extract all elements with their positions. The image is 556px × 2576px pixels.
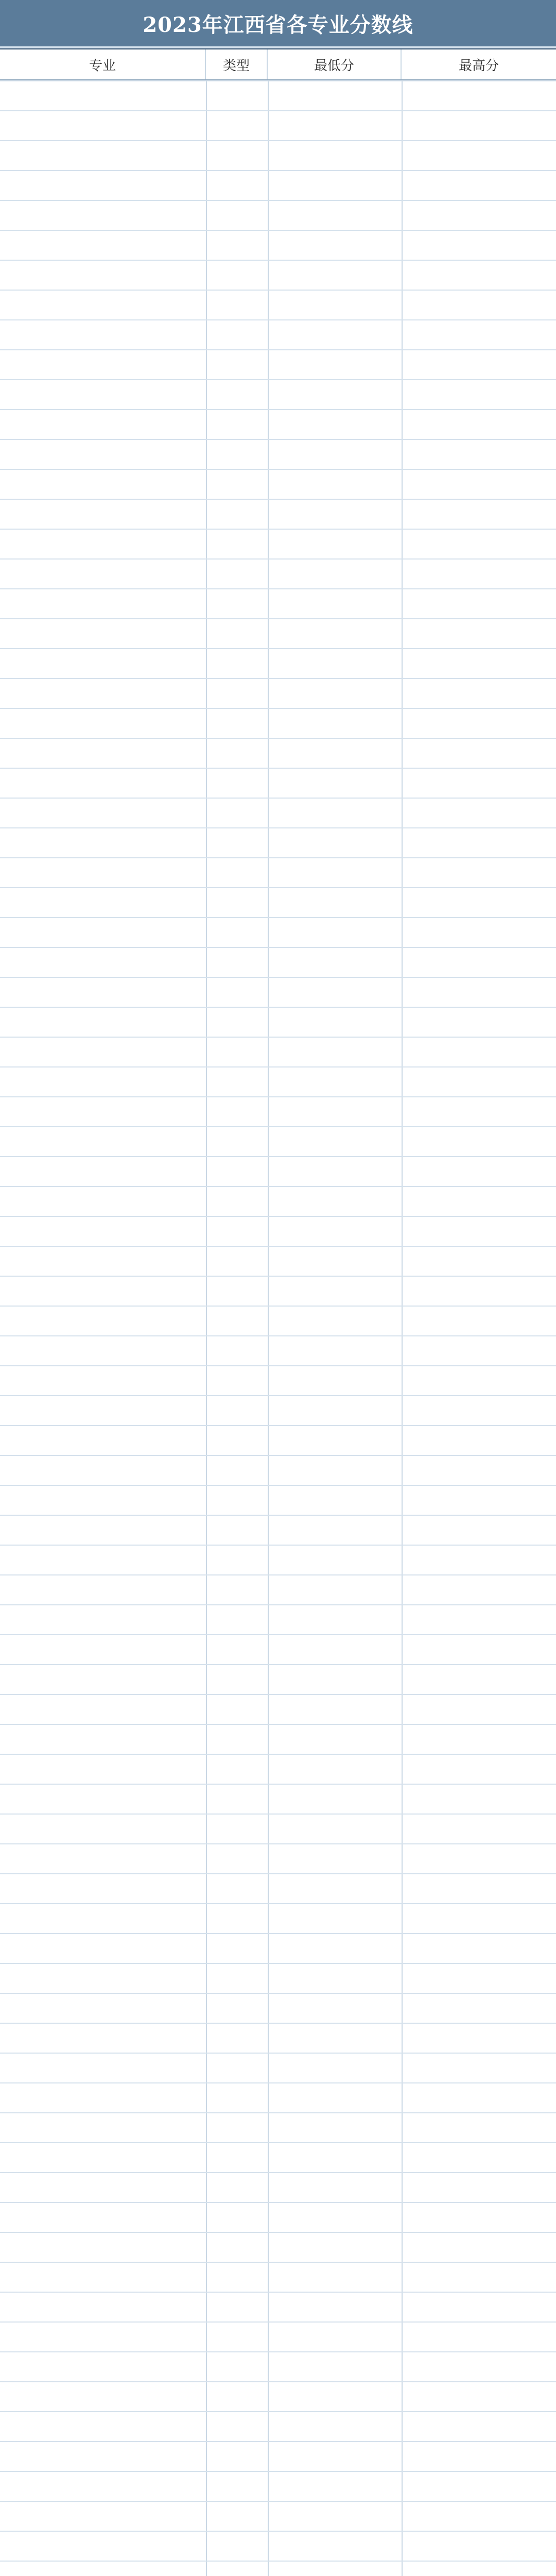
grid-horizontal <box>0 1574 556 1575</box>
grid-horizontal <box>0 1455 556 1456</box>
grid-horizontal <box>0 2082 556 2083</box>
grid-horizontal <box>0 1963 556 1964</box>
column-major-header: 专业 <box>0 49 206 79</box>
grid-horizontal <box>0 1425 556 1426</box>
grid-horizontal <box>0 1096 556 1097</box>
title-bar <box>0 0 556 48</box>
grid-horizontal <box>0 1814 556 1815</box>
grid-horizontal <box>0 2351 556 2352</box>
grid-horizontal <box>0 768 556 769</box>
grid-horizontal <box>0 1365 556 1366</box>
table-grid <box>0 80 556 2576</box>
grid-horizontal <box>0 349 556 350</box>
grid-horizontal <box>0 409 556 410</box>
grid-horizontal <box>0 2262 556 2263</box>
grid-horizontal <box>0 200 556 201</box>
grid-horizontal <box>0 2531 556 2532</box>
grid-horizontal <box>0 2172 556 2173</box>
grid-horizontal <box>0 1604 556 1605</box>
grid-horizontal <box>0 887 556 888</box>
column-min-score-header: 最低分 <box>268 49 402 79</box>
grid-horizontal <box>0 2501 556 2502</box>
grid-horizontal <box>0 1694 556 1695</box>
grid-horizontal <box>0 1276 556 1277</box>
grid-horizontal <box>0 1545 556 1546</box>
grid-horizontal <box>0 290 556 291</box>
grid-horizontal <box>0 1724 556 1725</box>
grid-horizontal <box>0 1335 556 1336</box>
grid-horizontal <box>0 1993 556 1994</box>
table-header-row <box>0 49 556 80</box>
grid-horizontal <box>0 977 556 978</box>
grid-horizontal <box>0 2292 556 2293</box>
grid-horizontal <box>0 738 556 739</box>
grid-horizontal <box>0 80 556 81</box>
grid-horizontal <box>0 2023 556 2024</box>
grid-horizontal <box>0 2142 556 2143</box>
grid-horizontal <box>0 2471 556 2472</box>
grid-horizontal <box>0 1306 556 1307</box>
grid-horizontal <box>0 857 556 858</box>
grid-horizontal <box>0 2381 556 2382</box>
grid-horizontal <box>0 827 556 828</box>
grid-horizontal <box>0 1007 556 1008</box>
grid-horizontal <box>0 917 556 918</box>
grid-horizontal <box>0 1246 556 1247</box>
grid-horizontal <box>0 2411 556 2412</box>
grid-horizontal <box>0 678 556 679</box>
grid-horizontal <box>0 2441 556 2442</box>
grid-horizontal <box>0 1933 556 1934</box>
grid-horizontal <box>0 1843 556 1844</box>
grid-horizontal <box>0 588 556 589</box>
grid-horizontal <box>0 230 556 231</box>
grid-horizontal <box>0 379 556 380</box>
grid-horizontal <box>0 499 556 500</box>
grid-horizontal <box>0 1156 556 1157</box>
grid-horizontal <box>0 170 556 171</box>
grid-horizontal <box>0 529 556 530</box>
grid-horizontal <box>0 947 556 948</box>
column-max-score-header: 最高分 <box>458 58 499 74</box>
grid-horizontal <box>0 439 556 440</box>
grid-horizontal <box>0 1754 556 1755</box>
grid-horizontal <box>0 110 556 111</box>
column-type-header: 类型 <box>206 49 268 79</box>
grid-horizontal <box>0 1485 556 1486</box>
grid-horizontal <box>0 1903 556 1904</box>
grid-horizontal <box>0 708 556 709</box>
grid-horizontal <box>0 260 556 261</box>
grid-horizontal <box>0 1186 556 1187</box>
grid-horizontal <box>0 618 556 619</box>
grid-horizontal <box>0 1395 556 1396</box>
grid-horizontal <box>0 1216 556 1217</box>
grid-horizontal <box>0 558 556 560</box>
grid-horizontal <box>0 2053 556 2054</box>
score-table <box>0 48 556 2576</box>
document-title: 2023年江西省各专业分数线 <box>143 12 413 37</box>
grid-horizontal <box>0 319 556 320</box>
grid-horizontal <box>0 2112 556 2113</box>
grid-horizontal <box>0 1634 556 1635</box>
grid-horizontal <box>0 2202 556 2203</box>
grid-horizontal <box>0 648 556 649</box>
grid-horizontal <box>0 1066 556 1067</box>
grid-horizontal <box>0 1873 556 1874</box>
grid-horizontal <box>0 2561 556 2562</box>
grid-horizontal <box>0 469 556 470</box>
grid-horizontal <box>0 140 556 141</box>
grid-horizontal <box>0 1784 556 1785</box>
grid-horizontal <box>0 798 556 799</box>
grid-horizontal <box>0 1126 556 1127</box>
grid-horizontal <box>0 2232 556 2233</box>
grid-horizontal <box>0 1515 556 1516</box>
grid-horizontal <box>0 1664 556 1665</box>
grid-horizontal <box>0 2321 556 2323</box>
grid-horizontal <box>0 1037 556 1038</box>
